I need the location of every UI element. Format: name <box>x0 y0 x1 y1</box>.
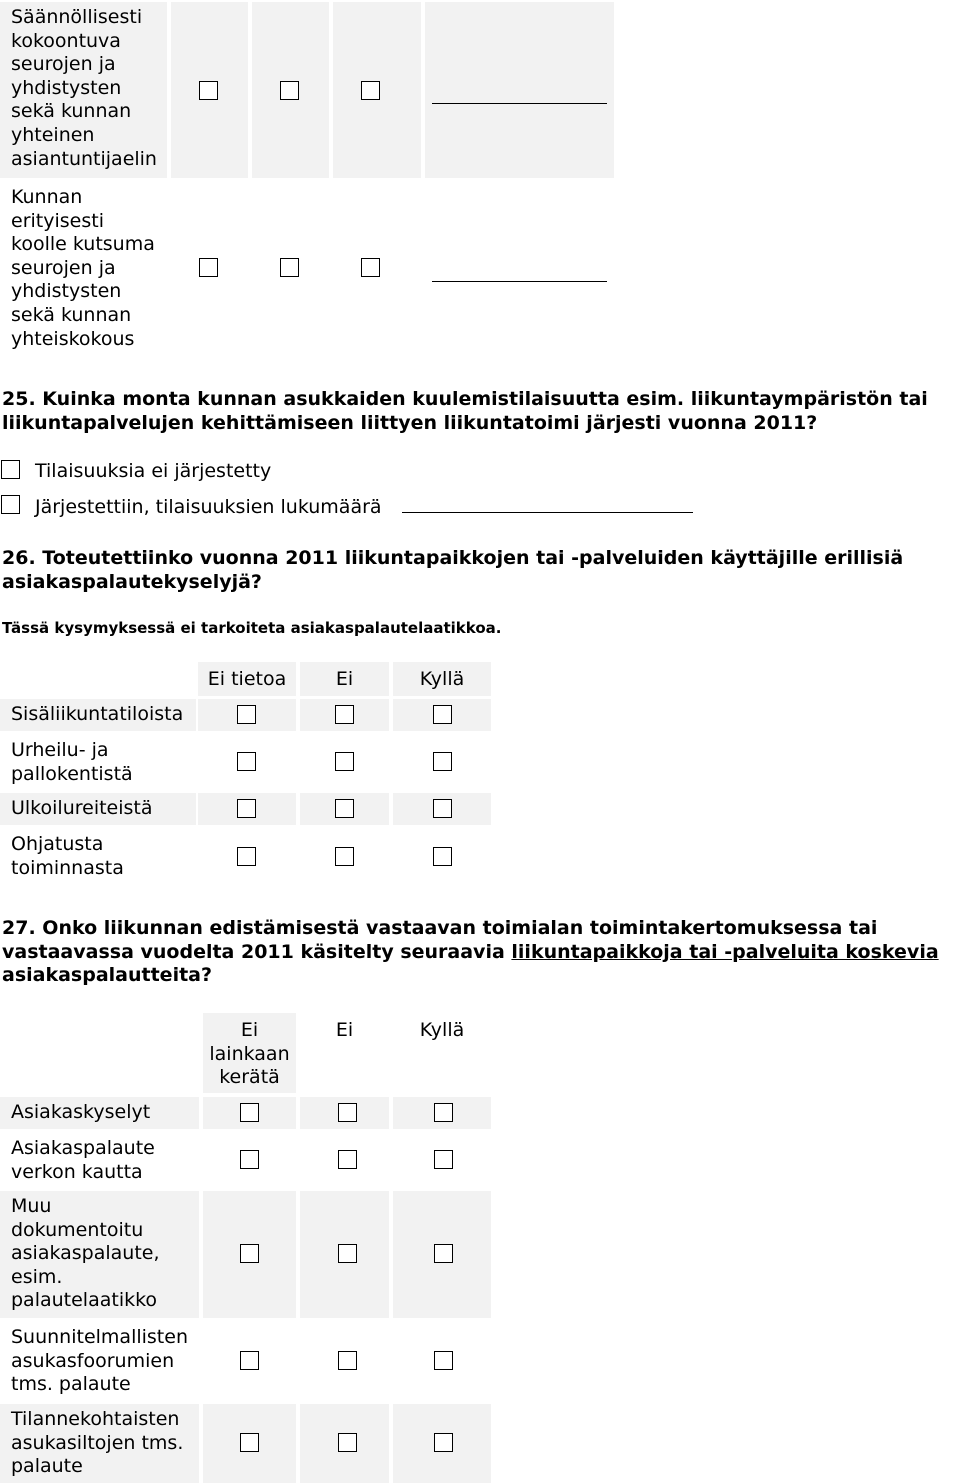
q26-row1-kylla-checkbox[interactable] <box>433 705 452 724</box>
table-a-row1-text-line[interactable] <box>432 103 607 104</box>
table-a-row1-checkbox-2[interactable] <box>280 81 299 100</box>
q26-row3-kylla-checkbox[interactable] <box>433 799 452 818</box>
q27-row2-ei-lainkaan-checkbox[interactable] <box>240 1150 259 1169</box>
q26-row2-ei-checkbox[interactable] <box>335 752 354 771</box>
q26-row-label: Ohjatusta toiminnasta <box>11 833 124 879</box>
question-25 <box>2 388 954 435</box>
question-25-text: 25. Kuinka monta kunnan asukkaiden kuulemistilaisuutta esim. liikuntaympäristön tai liikuntapalvelujen kehittämiseen liittyen liikuntatoimi järjesti vuonna 2011? <box>2 388 928 434</box>
q26-row4-ei-checkbox[interactable] <box>335 847 354 866</box>
table-a-row1-checkbox-3[interactable] <box>361 81 380 100</box>
q27-row1-ei-lainkaan-checkbox[interactable] <box>240 1103 259 1122</box>
q26-row2-kylla-checkbox[interactable] <box>433 752 452 771</box>
q26-column-header: Kyllä <box>393 662 491 696</box>
q27-row5-ei-checkbox[interactable] <box>338 1433 357 1452</box>
q27-row3-ei-lainkaan-checkbox[interactable] <box>240 1244 259 1263</box>
q25-count-input-line[interactable] <box>402 512 693 513</box>
q27-row4-ei-lainkaan-checkbox[interactable] <box>240 1351 259 1370</box>
q26-row2-ei-tietoa-checkbox[interactable] <box>237 752 256 771</box>
q26-row3-ei-checkbox[interactable] <box>335 799 354 818</box>
q27-row-label: Muu dokumentoitu asiakaspalaute, esim. palautelaatikko <box>0 1191 199 1318</box>
q26-row4-ei-tietoa-checkbox[interactable] <box>237 847 256 866</box>
table-a-row1-checkbox-1[interactable] <box>199 81 218 100</box>
question-26 <box>2 547 954 594</box>
q27-column-header: Ei lainkaan kerätä <box>203 1013 296 1093</box>
q25-option-2-label: Järjestettiin, tilaisuuksien lukumäärä <box>35 496 382 518</box>
table-a-cell <box>425 2 614 178</box>
q27-column-header: Kyllä <box>419 1019 465 1041</box>
table-a-row2-checkbox-2[interactable] <box>280 258 299 277</box>
q25-option-1-checkbox[interactable] <box>1 460 20 479</box>
q27-row-label: Asiakaskyselyt <box>0 1097 199 1129</box>
q26-row3-ei-tietoa-checkbox[interactable] <box>237 799 256 818</box>
q26-row1-ei-checkbox[interactable] <box>335 705 354 724</box>
q26-row-label: Sisäliikuntatiloista <box>0 699 196 731</box>
q26-column-header: Ei <box>300 662 389 696</box>
question-27 <box>2 917 958 988</box>
q27-row4-ei-checkbox[interactable] <box>338 1351 357 1370</box>
q27-row1-kylla-checkbox[interactable] <box>434 1103 453 1122</box>
q26-row1-ei-tietoa-checkbox[interactable] <box>237 705 256 724</box>
q27-row2-ei-checkbox[interactable] <box>338 1150 357 1169</box>
question-26-note: Tässä kysymyksessä ei tarkoiteta asiakaspalautelaatikkoa. <box>2 619 502 637</box>
table-a-row2-checkbox-3[interactable] <box>361 258 380 277</box>
q25-option-2-checkbox[interactable] <box>1 495 20 514</box>
q27-row-label: Suunnitelmallisten asukasfoorumien tms. palaute <box>11 1326 188 1396</box>
q26-column-header: Ei tietoa <box>198 662 296 696</box>
q27-column-header: Ei <box>335 1019 354 1041</box>
q27-row4-kylla-checkbox[interactable] <box>434 1351 453 1370</box>
table-a-row2-text-line[interactable] <box>432 281 607 282</box>
table-a-row2-checkbox-1[interactable] <box>199 258 218 277</box>
question-27-text: 27. Onko liikunnan edistämisestä vastaavan toimialan toimintakertomuksessa tai vastaavassa vuodelta 2011 käsitelty seuraavia liikuntapaikkoja tai -palveluita koskevia asiakaspalautteita? <box>2 917 939 987</box>
q27-row3-kylla-checkbox[interactable] <box>434 1244 453 1263</box>
table-a-row-label: Kunnan erityisesti koolle kutsuma seurojen ja yhdistysten sekä kunnan yhteiskokous <box>11 186 155 350</box>
q27-row5-ei-lainkaan-checkbox[interactable] <box>240 1433 259 1452</box>
q27-row5-kylla-checkbox[interactable] <box>434 1433 453 1452</box>
table-a-row-label: Säännöllisesti kokoontuva seurojen ja yhdistysten sekä kunnan yhteinen asiantuntijaelin <box>0 2 167 178</box>
q26-row-label: Ulkoilureiteistä <box>0 793 196 825</box>
q27-row1-ei-checkbox[interactable] <box>338 1103 357 1122</box>
q26-row-label: Urheilu- ja pallokentistä <box>11 739 133 785</box>
q27-row-label: Tilannekohtaisten asukasiltojen tms. palaute <box>0 1404 199 1483</box>
q25-option-1-label: Tilaisuuksia ei järjestetty <box>35 460 272 482</box>
q27-row-label: Asiakaspalaute verkon kautta <box>11 1137 155 1183</box>
question-26-text: 26. Toteutettiinko vuonna 2011 liikuntapaikkojen tai -palveluiden käyttäjille erillisiä asiakaspalautekyselyjä? <box>2 547 904 593</box>
q27-row2-kylla-checkbox[interactable] <box>434 1150 453 1169</box>
q27-row3-ei-checkbox[interactable] <box>338 1244 357 1263</box>
q26-row4-kylla-checkbox[interactable] <box>433 847 452 866</box>
question-27-underlined: liikuntapaikkoja tai -palveluita koskevia <box>511 940 939 963</box>
